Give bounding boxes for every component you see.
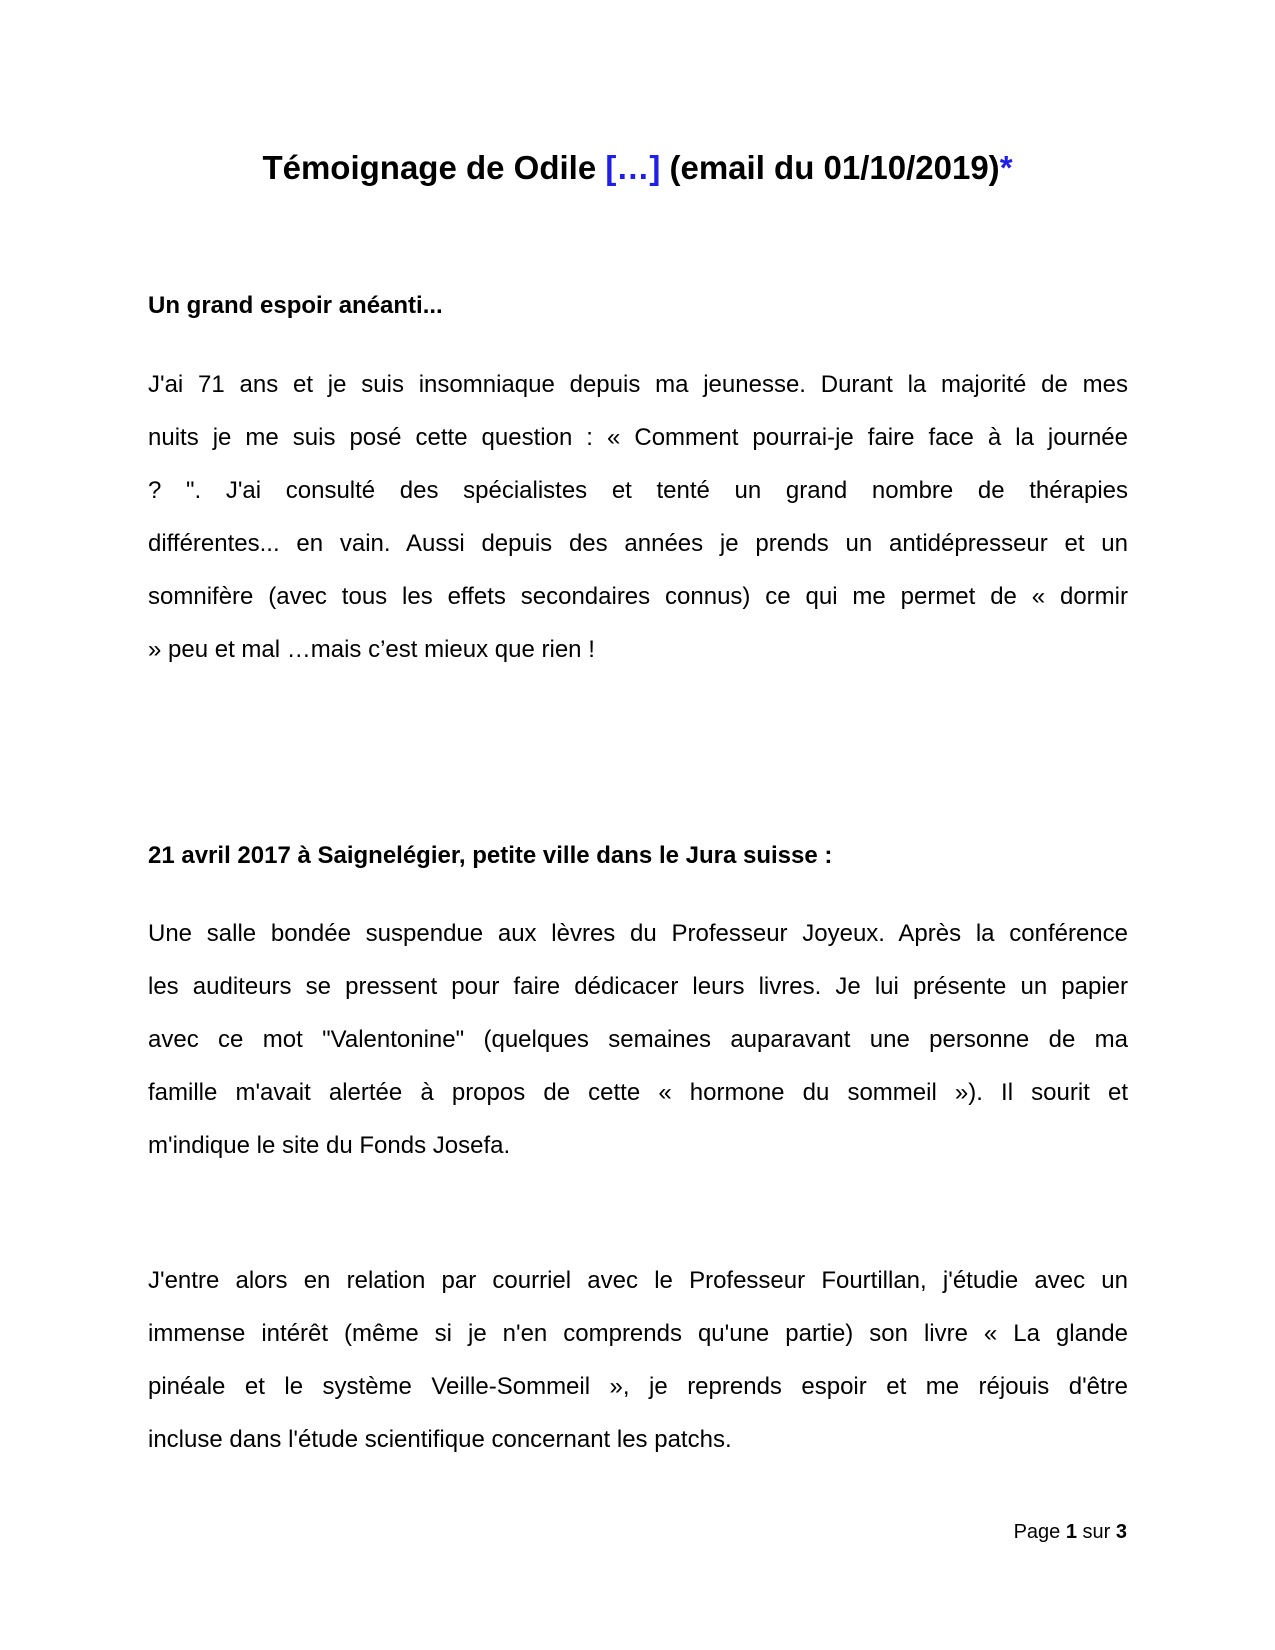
- paragraph-line: ? ". J'ai consulté des spécialistes et tenté un grand nombre de thérapies: [148, 477, 1128, 504]
- title-asterisk: *: [999, 149, 1013, 186]
- paragraph-line: pinéale et le système Veille-Sommeil », je reprends espoir et me réjouis d'être: [148, 1373, 1128, 1400]
- page-label: Page: [1013, 1521, 1066, 1543]
- paragraph-line: m'indique le site du Fonds Josefa.: [148, 1132, 511, 1159]
- paragraph-line: famille m'avait alertée à propos de cette « hormone du sommeil »). Il sourit et: [148, 1079, 1128, 1106]
- current-page-number: 1: [1065, 1521, 1077, 1543]
- title-suffix: (email du 01/10/2019): [660, 149, 1000, 186]
- section2-heading: 21 avril 2017 à Saignelégier, petite ville dans le Jura suisse :: [148, 842, 833, 869]
- paragraph-line: différentes... en vain. Aussi depuis des années je prends un antidépresseur et un: [148, 530, 1128, 557]
- page-number-footer: [1014, 1518, 1127, 1546]
- total-pages-number: 3: [1115, 1521, 1127, 1543]
- title-redaction-bracket: […]: [605, 149, 661, 186]
- paragraph-line: J'ai 71 ans et je suis insomniaque depuis ma jeunesse. Durant la majorité de mes: [148, 371, 1128, 398]
- paragraph-line: avec ce mot "Valentonine" (quelques semaines auparavant une personne de ma: [148, 1026, 1128, 1053]
- paragraph-line: J'entre alors en relation par courriel avec le Professeur Fourtillan, j'étudie avec un: [148, 1267, 1128, 1294]
- document-title: [0, 146, 1275, 190]
- page-separator: sur: [1076, 1521, 1116, 1543]
- paragraph-line: somnifère (avec tous les effets secondaires connus) ce qui me permet de « dormir: [148, 583, 1128, 610]
- paragraph-line: les auditeurs se pressent pour faire dédicacer leurs livres. Je lui présente un papier: [148, 973, 1128, 1000]
- paragraph-line: Une salle bondée suspendue aux lèvres du Professeur Joyeux. Après la conférence: [148, 920, 1128, 947]
- paragraph-line: nuits je me suis posé cette question : « Comment pourrai-je faire face à la journée: [148, 424, 1128, 451]
- section1-heading: Un grand espoir anéanti...: [148, 292, 443, 319]
- section1-paragraph: [148, 358, 1128, 676]
- section3-paragraph: [148, 1254, 1128, 1466]
- paragraph-line: » peu et mal …mais c’est mieux que rien !: [148, 636, 595, 663]
- title-prefix: Témoignage de Odile: [262, 149, 606, 186]
- paragraph-line: incluse dans l'étude scientifique concernant les patchs.: [148, 1426, 732, 1453]
- paragraph-line: immense intérêt (même si je n'en comprends qu'une partie) son livre « La glande: [148, 1320, 1128, 1347]
- section2-paragraph: [148, 907, 1128, 1172]
